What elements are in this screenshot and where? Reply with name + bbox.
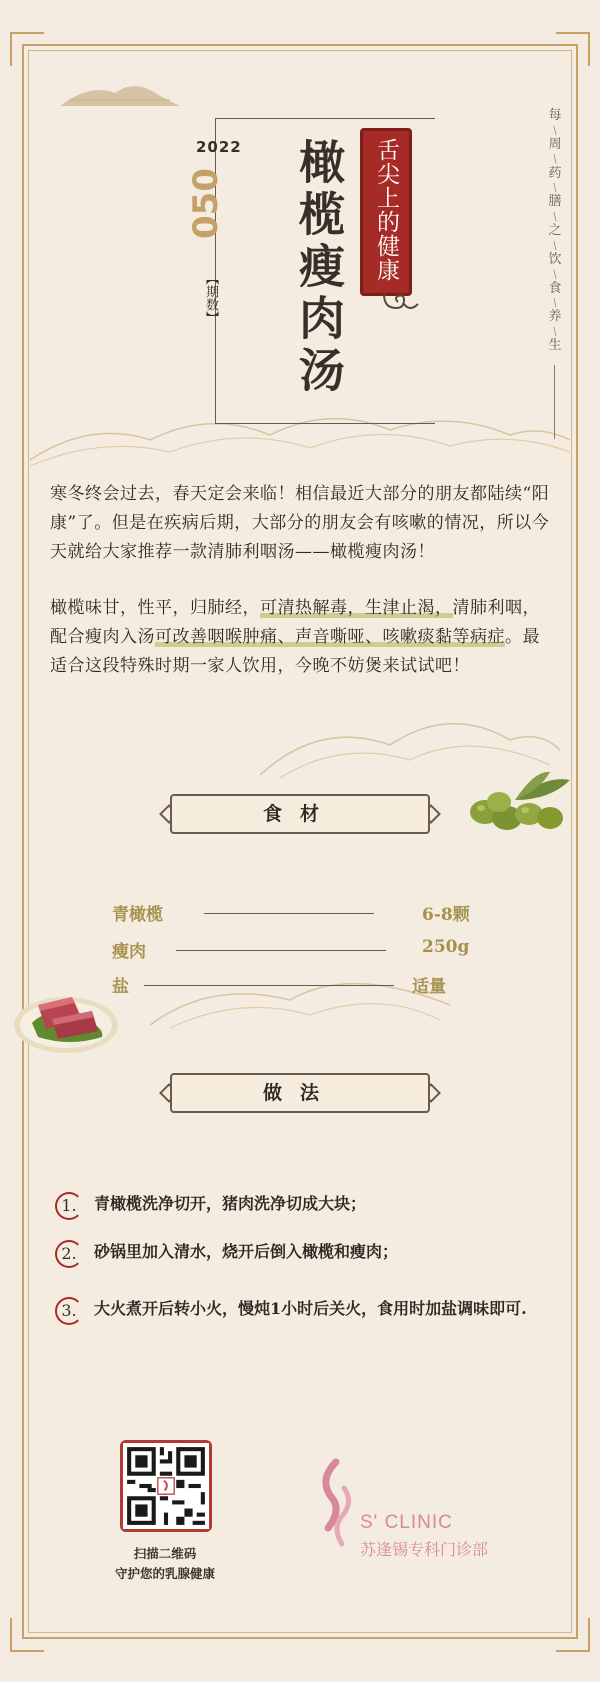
logo-chinese: 苏逢锡专科门诊部 [360,1540,489,1559]
benefit-paragraph: 橄榄味甘，性平，归肺经，可清热解毒，生津止渴，清肺利咽，配合瘦肉入汤可改善咽喉肿痛、声音嘶哑、咳嗽痰黏等病症。最适合这段特殊时期一家人饮用，今晚不妨煲来试试吧！ [50,598,540,676]
ingredient-leader-line [176,950,386,951]
side-slogan: 每 / 周 / 药 / 膳 / 之 / 饮 / 食 / 养 / 生 [548,108,562,354]
ingredient-leader-line [204,913,374,914]
olive-icon [455,770,575,840]
highlight-text: 可改善咽喉肿痛、声音嘶哑、咳嗽痰黏等病症 [155,627,505,647]
issue-label: 【期数】 [203,272,218,324]
step-number: 2. [55,1240,83,1268]
meat-plate-icon [10,975,122,1057]
ingredients-heading: 食材 [170,794,430,834]
ingredient-leader-line [144,985,394,986]
step-text: 青橄榄洗净切开，猪肉洗净切成大块； [94,1194,367,1213]
corner-ornament [556,32,590,66]
corner-ornament [556,1618,590,1652]
qr-code-icon [123,1443,209,1529]
page-title: 橄榄瘦肉汤 [292,138,346,398]
qr-caption: 扫描二维码 [133,1546,197,1561]
intro-paragraph: 寒冬终会过去，春天定会来临！相信最近大部分的朋友都陆续“阳康”了。但是在疾病后期，大部分的朋友会有咳嗽的情况，所以今天就给大家推荐一款清肺利咽汤——橄榄瘦肉汤！ [50,484,550,562]
corner-ornament [10,32,44,66]
mountain-decoration-icon [260,700,560,780]
ingredient-qty: 6-8颗 [422,905,470,925]
ingredient-row [112,972,472,998]
corner-ornament [10,1618,44,1652]
method-heading: 做法 [170,1073,430,1113]
ingredient-row [112,937,472,963]
badge-text: 舌尖上的健康 [373,138,399,282]
ingredient-name: 青橄榄 [112,905,163,925]
step-number: 3. [55,1297,83,1325]
cloud-curl-icon [380,290,420,314]
step-text: 砂锅里加入清水，烧开后倒入橄榄和瘦肉； [94,1242,399,1261]
highlight-text: 可清热解毒，生津止渴， [260,598,453,618]
qr-code[interactable] [120,1440,212,1532]
clinic-logo-icon [308,1458,358,1558]
issue-number: 050 [186,168,226,239]
mountain-decoration-icon [60,78,180,108]
ingredient-name: 盐 [112,977,129,997]
ingredient-qty: 250g [422,937,470,957]
step-number: 1. [55,1192,83,1220]
year: 2022 [196,138,242,156]
logo-english: S' CLINIC [360,1512,453,1533]
step-text: 大火煮开后转小火，慢炖1小时后关火，食用时加盐调味即可. [94,1299,527,1318]
side-divider [554,365,555,439]
ingredient-row [112,900,472,926]
ingredient-qty: 适量 [412,977,446,997]
ingredient-name: 瘦肉 [112,942,146,962]
qr-caption: 守护您的乳腺健康 [114,1566,215,1581]
